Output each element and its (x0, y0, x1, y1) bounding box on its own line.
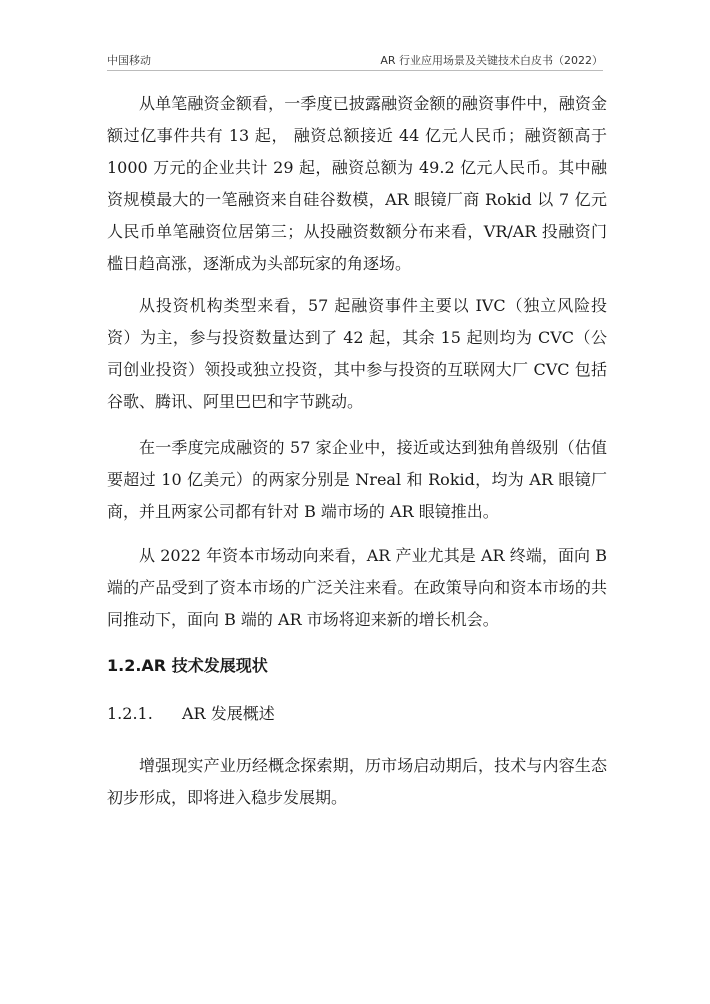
paragraph-funding-amount: 从单笔融资金额看，一季度已披露融资金额的融资事件中，融资金额过亿事件共有 13 起， 融资总额接近 44 亿元人民币；融资额高于 1000 万元的企业共计 29 起，融资总额为 49.2 亿元人民币。其中融资规模最大的一笔融资来自硅谷数模，AR 眼镜厂商 Rokid 以 7 亿元人民币单笔融资位居第三；从投融资数额分布来看，VR/AR 投融资门槛日趋高涨，逐渐成为头部玩家的角逐场。 (107, 94, 607, 273)
section-heading: 1.2.AR 技术发展现状 (107, 656, 268, 675)
subsection-heading (107, 702, 607, 726)
paragraph-unicorns: 在一季度完成融资的 57 家企业中，接近或达到独角兽级别（估值要超过 10 亿美元）的两家分别是 Nreal 和 Rokid，均为 AR 眼镜厂商，并且两家公司都有针对 B 端市场的 AR 眼镜推出。 (107, 438, 607, 521)
header-org: 中国移动 (107, 54, 151, 67)
paragraph-capital-trend: 从 2022 年资本市场动向来看，AR 产业尤其是 AR 终端，面向 B 端的产品受到了资本市场的广泛关注来看。在政策导向和资本市场的共同推动下，面向 B 端的 AR 市场将迎来新的增长机会。 (107, 546, 607, 629)
subsection-number: 1.2.1. (107, 704, 153, 723)
paragraph-ar-overview: 增强现实产业历经概念探索期，历市场启动期后，技术与内容生态初步形成，即将进入稳步发展期。 (107, 756, 607, 807)
header-doc-title: AR 行业应用场景及关键技术白皮书（2022） (380, 54, 603, 67)
page-header (107, 52, 603, 70)
subsection-title: AR 发展概述 (182, 704, 275, 723)
header-divider (107, 70, 603, 71)
paragraph-investor-types: 从投资机构类型来看，57 起融资事件主要以 IVC（独立风险投资）为主，参与投资数量达到了 42 起，其余 15 起则均为 CVC（公司创业投资）领投或独立投资，其中参与投资的互联网大厂 CVC 包括谷歌、腾讯、阿里巴巴和字节跳动。 (107, 296, 607, 411)
page-body (107, 88, 607, 824)
